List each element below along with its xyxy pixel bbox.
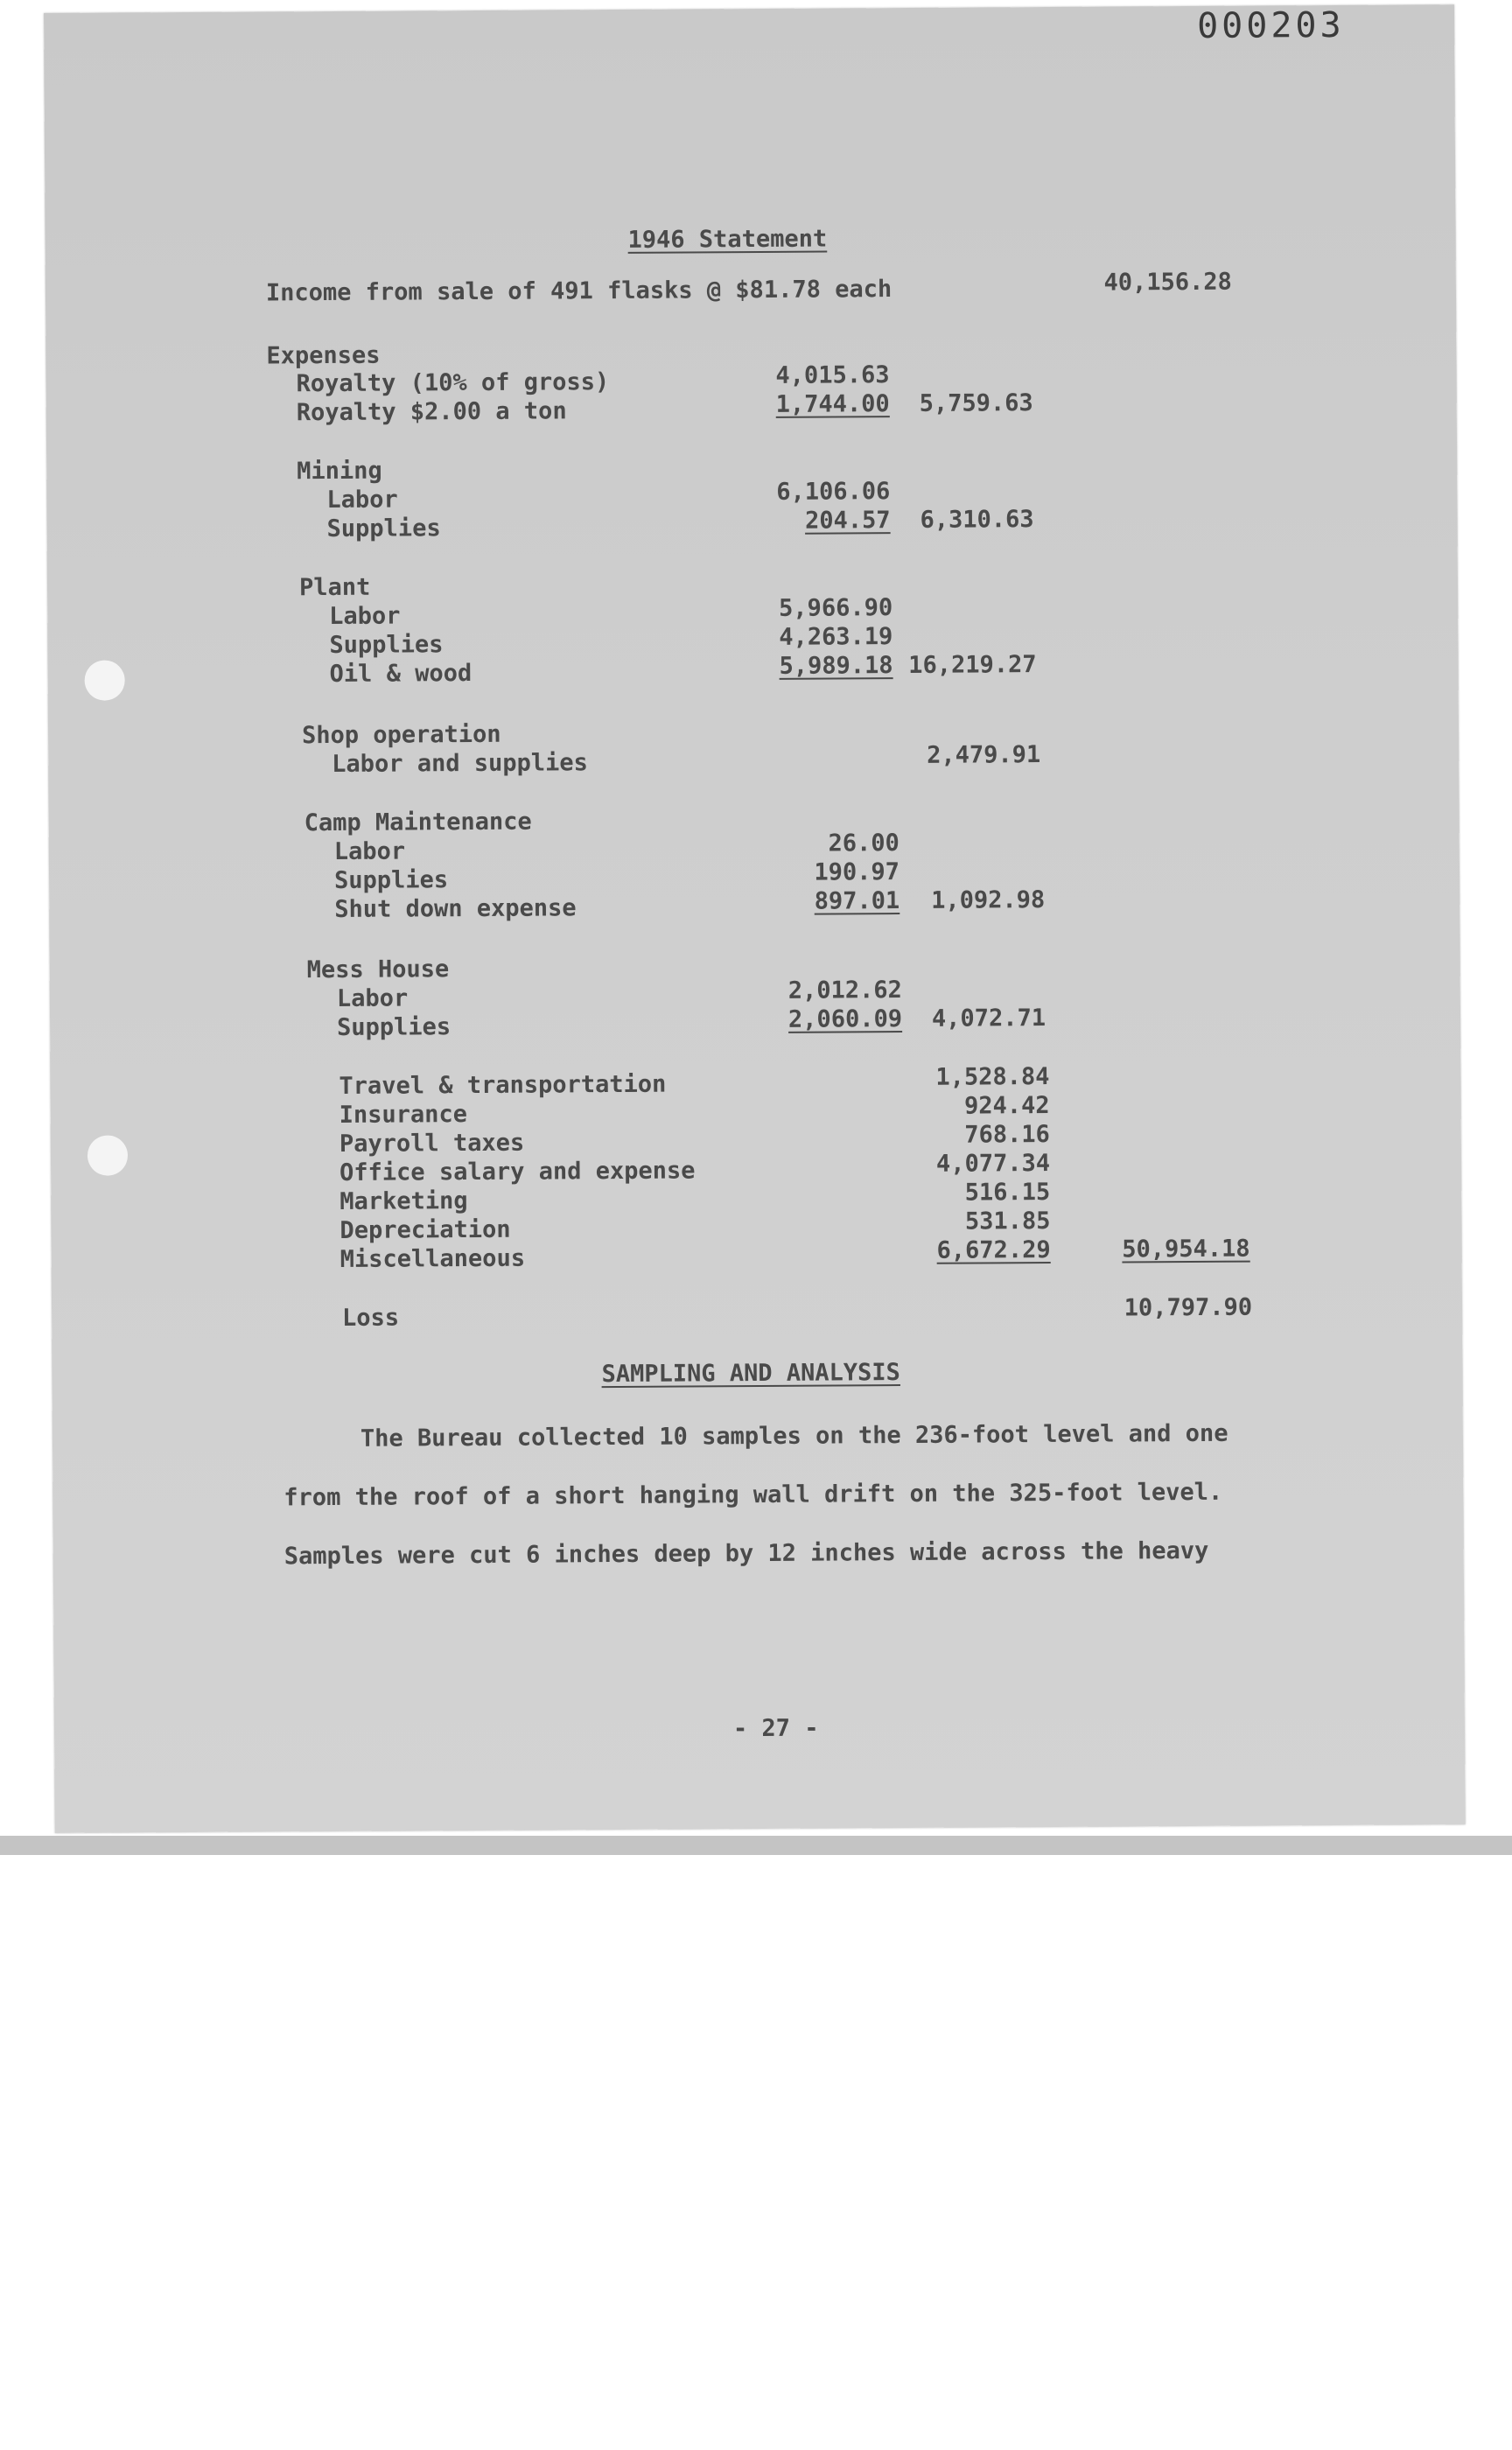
scan-edge xyxy=(0,1836,1512,1855)
camp-labor-label: Labor xyxy=(333,837,406,865)
mess-supplies-label: Supplies xyxy=(336,1013,452,1041)
camp-labor-amount: 26.00 xyxy=(828,830,900,858)
shop-heading: Shop operation xyxy=(301,720,501,750)
mess-subtotal: 4,072.71 xyxy=(931,1004,1046,1032)
plant-oil-label: Oil & wood xyxy=(329,660,472,689)
marketing-amount: 516.15 xyxy=(964,1178,1051,1207)
mining-supplies-amount: 204.57 xyxy=(804,507,891,535)
office-amount: 4,077.34 xyxy=(935,1149,1051,1178)
camp-subtotal: 1,092.98 xyxy=(931,886,1046,914)
misc-label: Miscellaneous xyxy=(340,1244,526,1273)
plant-labor-label: Labor xyxy=(329,602,401,631)
paragraph-line-2: from the roof of a short hanging wall drift on the 325-foot level. xyxy=(284,1478,1223,1512)
mess-supplies-amount: 2,060.09 xyxy=(788,1005,903,1033)
paragraph-line-3: Samples were cut 6 inches deep by 12 inches wide across the heavy xyxy=(284,1536,1209,1571)
payroll-label: Payroll taxes xyxy=(339,1129,525,1158)
document-sheet xyxy=(44,4,1466,1833)
camp-shutdown-label: Shut down expense xyxy=(334,894,577,923)
royalty-ton-amount: 1,744.00 xyxy=(775,390,890,418)
section-heading: SAMPLING AND ANALYSIS xyxy=(601,1359,900,1389)
mess-labor-label: Labor xyxy=(336,984,409,1012)
camp-shutdown-amount: 897.01 xyxy=(814,887,900,915)
shop-line-label: Labor and supplies xyxy=(332,749,588,779)
depreciation-label: Depreciation xyxy=(340,1215,511,1244)
punch-hole-top xyxy=(85,660,125,700)
paragraph-line-1: The Bureau collected 10 samples on the 236-foot level and one xyxy=(360,1419,1228,1452)
loss-amount: 10,797.90 xyxy=(1124,1293,1253,1322)
mess-labor-amount: 2,012.62 xyxy=(788,976,902,1004)
expenses-heading: Expenses xyxy=(266,341,381,370)
mining-supplies-label: Supplies xyxy=(326,514,441,543)
plant-heading: Plant xyxy=(298,573,371,602)
depreciation-amount: 531.85 xyxy=(964,1207,1051,1236)
marketing-label: Marketing xyxy=(340,1187,468,1215)
camp-heading: Camp Maintenance xyxy=(304,808,532,837)
camp-supplies-label: Supplies xyxy=(333,866,449,894)
plant-labor-amount: 5,966.90 xyxy=(779,594,893,622)
misc-amount: 6,672.29 xyxy=(936,1236,1051,1264)
mining-subtotal: 6,310.63 xyxy=(920,506,1034,534)
payroll-amount: 768.16 xyxy=(964,1121,1050,1149)
mess-heading: Mess House xyxy=(306,956,450,984)
income-label: Income from sale of 491 flasks @ $81.78 each xyxy=(265,276,892,307)
insurance-label: Insurance xyxy=(339,1101,468,1129)
shop-subtotal: 2,479.91 xyxy=(927,741,1041,769)
plant-oil-amount: 5,989.18 xyxy=(779,652,893,680)
total-expenses: 50,954.18 xyxy=(1122,1235,1250,1264)
mining-heading: Mining xyxy=(297,457,382,486)
royalty-subtotal: 5,759.63 xyxy=(919,389,1033,417)
royalty-ton-label: Royalty $2.00 a ton xyxy=(296,397,567,427)
stamp-number: 000203 xyxy=(1196,4,1345,46)
travel-label: Travel & transportation xyxy=(339,1070,667,1100)
plant-supplies-amount: 4,263.19 xyxy=(779,623,893,651)
statement-title: 1946 Statement xyxy=(627,225,828,254)
office-label: Office salary and expense xyxy=(340,1157,696,1186)
plant-supplies-label: Supplies xyxy=(329,631,444,660)
travel-amount: 1,528.84 xyxy=(935,1063,1050,1091)
mining-labor-label: Labor xyxy=(326,486,398,514)
royalty-gross-amount: 4,015.63 xyxy=(775,361,890,389)
punch-hole-bottom xyxy=(88,1135,128,1175)
page-number: - 27 - xyxy=(732,1714,819,1743)
plant-subtotal: 16,219.27 xyxy=(908,651,1037,679)
royalty-gross-label: Royalty (10% of gross) xyxy=(296,368,610,398)
loss-label: Loss xyxy=(342,1304,400,1332)
mining-labor-amount: 6,106.06 xyxy=(776,478,891,506)
income-total: 40,156.28 xyxy=(1103,268,1232,297)
camp-supplies-amount: 190.97 xyxy=(814,858,900,886)
insurance-amount: 924.42 xyxy=(964,1092,1050,1120)
